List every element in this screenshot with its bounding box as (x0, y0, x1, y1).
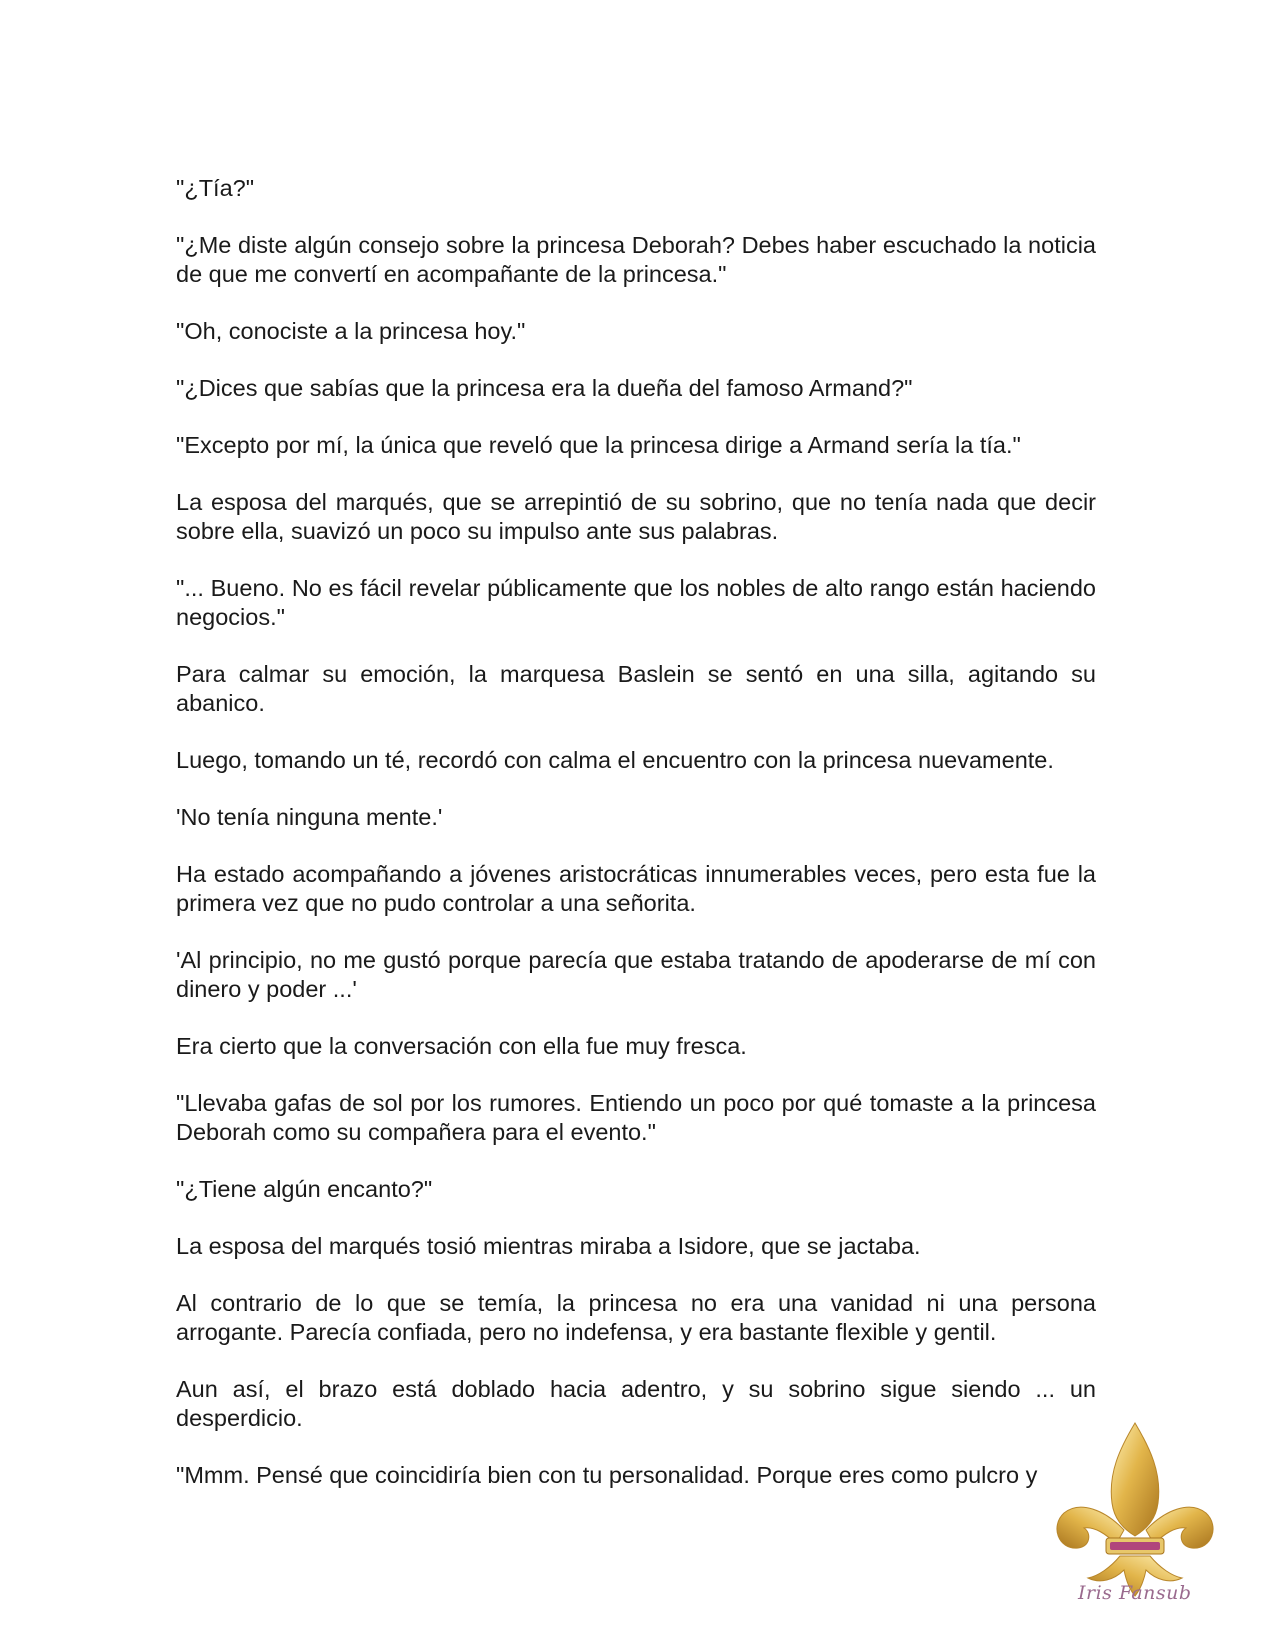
paragraph: Al contrario de lo que se temía, la princesa no era una vanidad ni una persona arrogante. Parecía confiada, pero no indefensa, y era bastante flexible y gentil. (176, 1290, 1096, 1345)
paragraph: "¿Dices que sabías que la princesa era la dueña del famoso Armand?" (176, 375, 913, 401)
paragraph: La esposa del marqués, que se arrepintió de su sobrino, que no tenía nada que decir sobre ella, suavizó un poco su impulso ante sus palabras. (176, 489, 1096, 544)
paragraph: La esposa del marqués tosió mientras miraba a Isidore, que se jactaba. (176, 1233, 921, 1259)
paragraph: "... Bueno. No es fácil revelar públicamente que los nobles de alto rango están haciendo negocios." (176, 575, 1096, 630)
paragraph: Luego, tomando un té, recordó con calma el encuentro con la princesa nuevamente. (176, 747, 1054, 773)
watermark-text: Iris Fansub (1078, 1582, 1192, 1604)
paragraph: "Oh, conociste a la princesa hoy." (176, 318, 526, 344)
paragraph: Para calmar su emoción, la marquesa Baslein se sentó en una silla, agitando su abanico. (176, 661, 1096, 716)
paragraph: "Mmm. Pensé que coincidiría bien con tu personalidad. Porque eres como pulcro y (176, 1462, 1038, 1488)
paragraph: "¿Tía?" (176, 175, 255, 201)
document-body (176, 174, 1096, 1490)
paragraph: "Excepto por mí, la única que reveló que la princesa dirige a Armand sería la tía." (176, 432, 1021, 458)
paragraph: "¿Tiene algún encanto?" (176, 1176, 433, 1202)
paragraph: Era cierto que la conversación con ella fue muy fresca. (176, 1033, 747, 1059)
paragraph: Aun así, el brazo está doblado hacia adentro, y su sobrino sigue siendo ... un desperdicio. (176, 1376, 1096, 1431)
paragraph: "¿Me diste algún consejo sobre la princesa Deborah? Debes haber escuchado la noticia de que me convertí en acompañante de la princesa." (176, 232, 1096, 287)
paragraph: Ha estado acompañando a jóvenes aristocráticas innumerables veces, pero esta fue la primera vez que no pudo controlar a una señorita. (176, 861, 1096, 916)
paragraph: "Llevaba gafas de sol por los rumores. Entiendo un poco por qué tomaste a la princesa Deborah como su compañera para el evento." (176, 1090, 1096, 1145)
paragraph: 'No tenía ninguna mente.' (176, 804, 443, 830)
paragraph: 'Al principio, no me gustó porque parecía que estaba tratando de apoderarse de mí con dinero y poder ...' (176, 947, 1096, 1002)
